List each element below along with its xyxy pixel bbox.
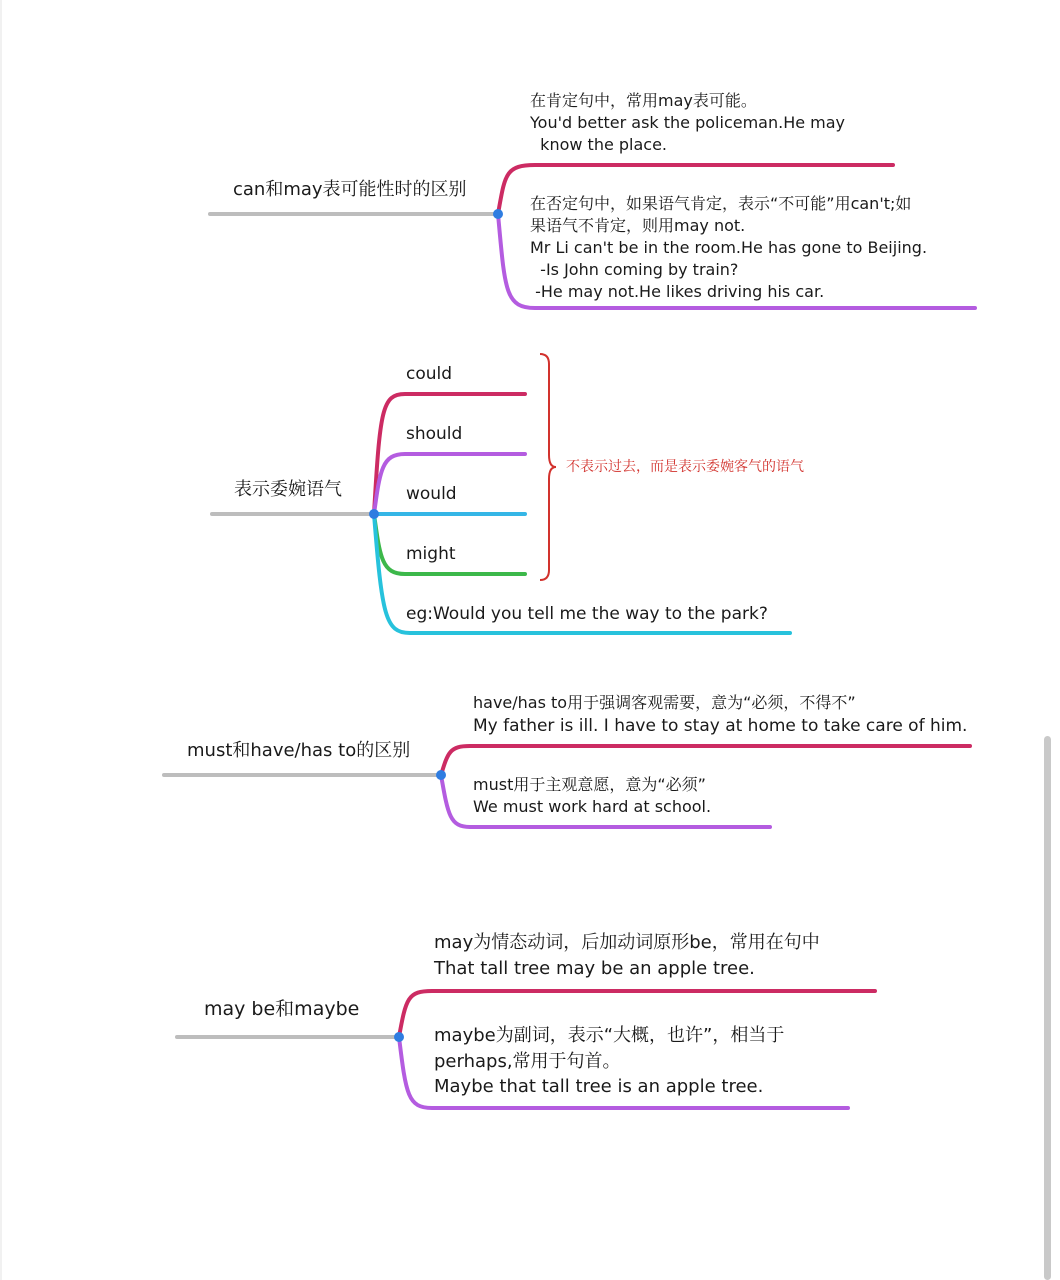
summary-brace	[540, 354, 556, 580]
branch-node	[436, 770, 446, 780]
topic-can-may: can和may表可能性时的区别	[233, 179, 467, 200]
branch-text-line: 果语气不肯定，则用may not.	[530, 216, 746, 235]
item-should: should	[406, 424, 463, 444]
topic-polite-tone: 表示委婉语气	[234, 479, 342, 500]
branch-text-line: Mr Li can't be in the room.He has gone to Beijing.	[530, 238, 928, 257]
branch-text-line: may为情态动词，后加动词原形be，常用在句中	[434, 932, 820, 953]
branch-text-line: have/has to用于强调客观需要，意为“必须，不得不”	[473, 693, 856, 712]
branch-text-line: -He may not.He likes driving his car.	[530, 282, 825, 301]
branch-text-line: -Is John coming by train?	[530, 260, 739, 279]
item-would: would	[406, 484, 457, 504]
branch-line-have-to	[441, 746, 970, 775]
branch-text-line: maybe为副词，表示“大概，也许”，相当于	[434, 1025, 785, 1046]
item-could: could	[406, 364, 453, 384]
branch-text-line: You'd better ask the policeman.He may	[530, 113, 846, 132]
vertical-scrollbar[interactable]	[1044, 736, 1051, 1280]
branch-text-line: must用于主观意愿，意为“必须”	[473, 775, 706, 794]
branch-node	[369, 509, 379, 519]
branch-node	[394, 1032, 404, 1042]
topic-may-be-maybe: may be和maybe	[204, 998, 360, 1020]
branch-text-line: 在否定句中，如果语气肯定，表示“不可能”用can't;如	[530, 194, 912, 213]
item-might: might	[406, 544, 456, 564]
branch-text-line: know the place.	[530, 135, 668, 154]
branch-text-line: Maybe that tall tree is an apple tree.	[434, 1076, 764, 1097]
branch-text-line: We must work hard at school.	[473, 797, 712, 816]
branch-text-line: perhaps,常用于句首。	[434, 1051, 621, 1072]
example-sentence: eg:Would you tell me the way to the park?	[406, 604, 768, 624]
branch-text-line: My father is ill. I have to stay at home to take care of him.	[473, 716, 968, 736]
summary-note: 不表示过去，而是表示委婉客气的语气	[566, 459, 804, 475]
branch-text-line: That tall tree may be an apple tree.	[434, 958, 755, 979]
branch-text-line: 在肯定句中，常用may表可能。	[530, 91, 757, 110]
topic-must-have-to: must和have/has to的区别	[187, 740, 411, 761]
branch-node	[493, 209, 503, 219]
